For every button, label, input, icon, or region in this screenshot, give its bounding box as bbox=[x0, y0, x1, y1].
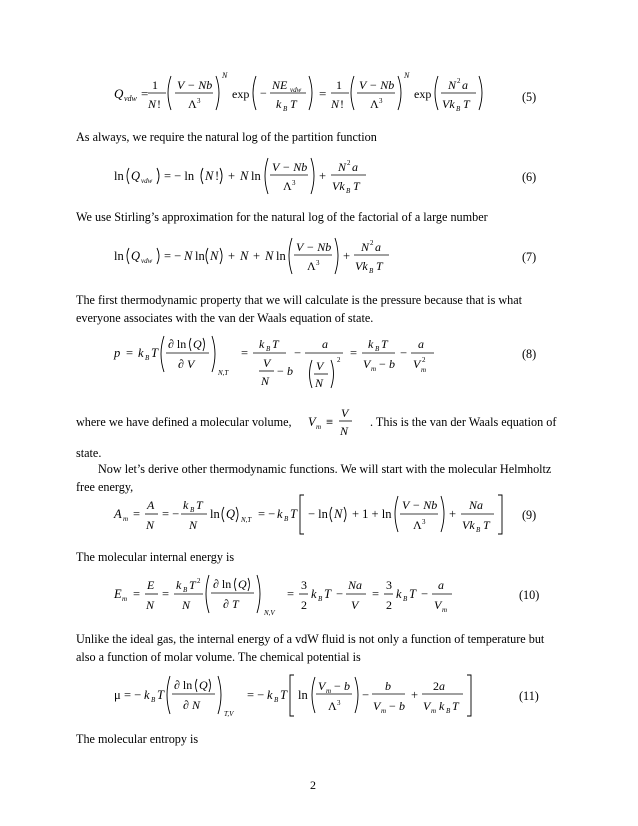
svg-text:!: ! bbox=[340, 97, 344, 111]
equation-6 bbox=[0, 150, 638, 198]
svg-text:B: B bbox=[283, 105, 288, 113]
svg-text:=: = bbox=[133, 507, 141, 521]
svg-text:Λ: Λ bbox=[370, 97, 379, 111]
svg-text:N: N bbox=[182, 598, 191, 612]
svg-text:N: N bbox=[240, 249, 249, 263]
svg-text:= − ln: = − ln bbox=[164, 169, 195, 183]
svg-text:Vk: Vk bbox=[332, 179, 345, 193]
svg-text:A: A bbox=[114, 507, 122, 521]
paragraph: Unlike the ideal gas, the internal energy of a vdW fluid is not only a function of temperature but also a function of molar volume. The chemical potential is bbox=[76, 632, 545, 664]
svg-text:ln: ln bbox=[210, 507, 220, 521]
svg-text:exp: exp bbox=[232, 87, 250, 101]
svg-text:Λ: Λ bbox=[413, 518, 422, 532]
svg-text:V: V bbox=[413, 357, 421, 371]
svg-text:N: N bbox=[189, 518, 198, 532]
svg-text:p: p bbox=[114, 346, 121, 360]
equation-8-math bbox=[0, 330, 638, 394]
svg-text:= −: = − bbox=[164, 249, 182, 263]
svg-text:m: m bbox=[371, 365, 377, 373]
svg-text:=: = bbox=[141, 86, 149, 101]
svg-text:= −: = − bbox=[258, 507, 276, 521]
svg-text:B: B bbox=[476, 526, 481, 534]
svg-text:a: a bbox=[418, 337, 424, 351]
svg-text:B: B bbox=[183, 586, 188, 594]
svg-text:b: b bbox=[399, 699, 405, 713]
svg-text:V: V bbox=[318, 679, 326, 693]
svg-text:V − Nb: V − Nb bbox=[296, 240, 332, 254]
svg-text:+: + bbox=[228, 249, 236, 263]
svg-text:Na: Na bbox=[469, 498, 484, 512]
svg-text:T: T bbox=[452, 699, 459, 713]
equation-11-math bbox=[0, 670, 638, 720]
svg-text:=: = bbox=[319, 86, 327, 101]
svg-text:m: m bbox=[421, 366, 427, 374]
svg-text:B: B bbox=[284, 515, 289, 523]
equation-10 bbox=[0, 570, 638, 618]
inline-math-molar-volume bbox=[306, 406, 366, 440]
svg-text:B: B bbox=[318, 595, 323, 603]
equation-5 bbox=[0, 58, 638, 118]
svg-text:T: T bbox=[483, 518, 490, 532]
svg-text:!: ! bbox=[157, 97, 161, 111]
svg-text:k: k bbox=[259, 337, 265, 351]
svg-text:b: b bbox=[344, 679, 350, 693]
svg-text:k: k bbox=[311, 587, 317, 601]
svg-text:V: V bbox=[341, 406, 349, 420]
paragraph: As always, we require the natural log of the partition function bbox=[76, 130, 377, 144]
svg-text:Vk: Vk bbox=[442, 97, 455, 111]
svg-text:2: 2 bbox=[370, 239, 374, 247]
svg-text:3: 3 bbox=[379, 97, 383, 105]
svg-text:= −: = − bbox=[247, 688, 265, 702]
svg-text:ln: ln bbox=[298, 688, 308, 702]
svg-text:Vk: Vk bbox=[462, 518, 475, 532]
svg-text:−: − bbox=[379, 357, 386, 371]
svg-text:ln: ln bbox=[114, 249, 124, 263]
svg-text:T: T bbox=[409, 587, 416, 601]
svg-text:m: m bbox=[122, 595, 128, 603]
svg-text:Q: Q bbox=[226, 507, 236, 521]
paragraph-text: . This is the van der Waals equation of bbox=[370, 415, 557, 429]
svg-text:k: k bbox=[176, 578, 182, 592]
svg-text:N: N bbox=[210, 249, 219, 263]
svg-text:∂: ∂ bbox=[223, 597, 229, 611]
paragraph: state. bbox=[76, 446, 102, 460]
svg-text:k: k bbox=[276, 97, 282, 111]
svg-text:Q: Q bbox=[193, 337, 202, 351]
svg-text:ln: ln bbox=[276, 249, 286, 263]
svg-text:k: k bbox=[183, 498, 189, 512]
svg-text:−: − bbox=[362, 688, 370, 702]
paragraph-with-inline-math bbox=[76, 406, 566, 438]
svg-text:+: + bbox=[411, 688, 419, 702]
equation-8 bbox=[0, 330, 638, 394]
svg-text:k: k bbox=[439, 699, 445, 713]
svg-text:V: V bbox=[316, 359, 324, 373]
svg-text:ln: ln bbox=[251, 169, 261, 183]
svg-text:N: N bbox=[192, 698, 201, 712]
svg-text:E: E bbox=[114, 587, 122, 601]
svg-text:T: T bbox=[381, 337, 388, 351]
svg-text:2: 2 bbox=[433, 679, 439, 693]
svg-text:T: T bbox=[157, 688, 164, 702]
svg-text:V − Nb: V − Nb bbox=[177, 78, 213, 92]
svg-text:2: 2 bbox=[197, 577, 201, 585]
svg-text:m: m bbox=[442, 606, 448, 614]
equation-number: (7) bbox=[522, 250, 537, 264]
svg-text:vdw: vdw bbox=[124, 94, 137, 103]
svg-text:−: − bbox=[336, 587, 344, 601]
svg-text:B: B bbox=[145, 354, 150, 362]
svg-text:b: b bbox=[389, 357, 395, 371]
svg-text:∂: ∂ bbox=[183, 698, 189, 712]
svg-text:k: k bbox=[144, 688, 150, 702]
svg-text:2: 2 bbox=[301, 598, 307, 612]
svg-text:−: − bbox=[294, 346, 302, 360]
paragraph: We use Stirling’s approximation for the natural log of the factorial of a large number bbox=[76, 210, 488, 224]
svg-text:−: − bbox=[400, 346, 408, 360]
svg-text:1: 1 bbox=[336, 78, 342, 92]
svg-text:Q: Q bbox=[238, 577, 247, 591]
svg-text:N: N bbox=[261, 374, 270, 388]
svg-text:−: − bbox=[334, 679, 341, 693]
svg-text:a: a bbox=[438, 578, 444, 592]
svg-text:!: ! bbox=[215, 169, 220, 183]
svg-text:N: N bbox=[146, 518, 155, 532]
svg-text:a: a bbox=[439, 679, 445, 693]
svg-text:B: B bbox=[369, 267, 374, 275]
svg-text:B: B bbox=[456, 105, 461, 113]
equation-6-math bbox=[0, 150, 638, 198]
svg-text:V: V bbox=[351, 598, 359, 612]
svg-text:=: = bbox=[241, 346, 249, 360]
svg-text:∂ ln: ∂ ln bbox=[213, 577, 232, 591]
svg-text:Q: Q bbox=[199, 678, 208, 692]
svg-text:T: T bbox=[196, 498, 203, 512]
svg-text:B: B bbox=[190, 506, 195, 514]
svg-text:2: 2 bbox=[457, 77, 461, 85]
svg-text:ln: ln bbox=[114, 169, 124, 183]
svg-text:V − Nb: V − Nb bbox=[402, 498, 438, 512]
svg-text:N,T: N,T bbox=[218, 369, 229, 377]
svg-text:k: k bbox=[138, 346, 144, 360]
svg-text:k: k bbox=[277, 507, 283, 521]
equation-9 bbox=[0, 490, 638, 536]
svg-text:V: V bbox=[363, 357, 371, 371]
svg-text:N: N bbox=[334, 507, 343, 521]
svg-text:2: 2 bbox=[337, 356, 341, 364]
svg-text:= −: = − bbox=[162, 507, 180, 521]
svg-text:vdw: vdw bbox=[290, 86, 302, 94]
svg-text:T: T bbox=[324, 587, 331, 601]
svg-text:N: N bbox=[240, 169, 249, 183]
equation-number: (11) bbox=[519, 689, 539, 703]
svg-text:m: m bbox=[316, 423, 322, 431]
svg-text:=: = bbox=[162, 587, 170, 601]
svg-text:V: V bbox=[187, 357, 195, 371]
svg-text:N: N bbox=[331, 97, 340, 111]
svg-text:a: a bbox=[375, 240, 381, 254]
svg-text:T: T bbox=[280, 688, 287, 702]
equation-9-math bbox=[0, 490, 638, 536]
svg-text:N,T: N,T bbox=[241, 516, 252, 524]
svg-text:B: B bbox=[151, 696, 156, 704]
svg-text:b: b bbox=[385, 679, 391, 693]
svg-text:N: N bbox=[340, 424, 349, 438]
svg-text:3: 3 bbox=[386, 578, 392, 592]
svg-text:N: N bbox=[184, 249, 193, 263]
paragraph: The first thermodynamic property that we will calculate is the pressure because that is what everyone associates with the van der Waals equation of state. bbox=[76, 293, 523, 325]
svg-text:+: + bbox=[228, 169, 236, 183]
svg-text:T: T bbox=[353, 179, 360, 193]
svg-text:k: k bbox=[267, 688, 273, 702]
svg-text:T: T bbox=[290, 507, 297, 521]
svg-text:B: B bbox=[274, 696, 279, 704]
equation-11 bbox=[0, 670, 638, 720]
equation-number: (8) bbox=[522, 347, 537, 361]
svg-text:V: V bbox=[263, 356, 271, 370]
svg-text:V: V bbox=[434, 598, 442, 612]
equation-5-math bbox=[0, 58, 638, 118]
svg-text:V − Nb: V − Nb bbox=[272, 160, 308, 174]
paragraph: Now let’s derive other thermodynamic functions. We will start with the molecular Helmholtz free energy, bbox=[76, 462, 552, 494]
paragraph-text: where we have defined a molecular volume, bbox=[76, 415, 292, 429]
svg-text:N,V: N,V bbox=[264, 609, 275, 617]
svg-text:N: N bbox=[148, 97, 157, 111]
svg-text:T: T bbox=[232, 597, 239, 611]
svg-text:Q: Q bbox=[131, 169, 141, 183]
svg-text:Na: Na bbox=[348, 578, 363, 592]
svg-text:T: T bbox=[189, 578, 196, 592]
svg-text:3: 3 bbox=[197, 97, 201, 105]
equation-10-math bbox=[0, 570, 638, 618]
svg-text:N: N bbox=[448, 78, 457, 92]
page-number: 2 bbox=[310, 778, 316, 792]
svg-text:2: 2 bbox=[347, 159, 351, 167]
svg-text:T: T bbox=[376, 259, 383, 273]
svg-text:3: 3 bbox=[316, 259, 320, 267]
svg-text:N: N bbox=[361, 240, 370, 254]
svg-text:m: m bbox=[123, 515, 129, 523]
svg-text:vdw: vdw bbox=[141, 177, 153, 185]
svg-text:∂ ln: ∂ ln bbox=[168, 337, 187, 351]
svg-text:m: m bbox=[381, 707, 387, 715]
svg-text:3: 3 bbox=[422, 518, 426, 526]
svg-text:=: = bbox=[350, 346, 358, 360]
svg-text:a: a bbox=[352, 160, 358, 174]
svg-text:B: B bbox=[346, 187, 351, 195]
svg-text:m: m bbox=[326, 687, 332, 695]
svg-text:2: 2 bbox=[386, 598, 392, 612]
svg-text:T: T bbox=[290, 97, 297, 111]
svg-text:B: B bbox=[266, 345, 271, 353]
svg-text:−: − bbox=[277, 364, 284, 378]
svg-text:N: N bbox=[205, 169, 214, 183]
svg-text:Vk: Vk bbox=[355, 259, 368, 273]
svg-text:−: − bbox=[389, 699, 396, 713]
svg-text:k: k bbox=[368, 337, 374, 351]
svg-text:−: − bbox=[421, 587, 429, 601]
svg-text:+: + bbox=[319, 169, 327, 183]
equation-number: (10) bbox=[519, 588, 540, 602]
svg-text:V: V bbox=[308, 415, 316, 429]
svg-text:exp: exp bbox=[414, 87, 432, 101]
svg-text:m: m bbox=[431, 707, 437, 715]
svg-text:V − Nb: V − Nb bbox=[359, 78, 395, 92]
equation-number: (6) bbox=[522, 170, 537, 184]
svg-text:+ 1 + ln: + 1 + ln bbox=[352, 507, 392, 521]
svg-text:N: N bbox=[222, 71, 228, 80]
svg-text:k: k bbox=[396, 587, 402, 601]
svg-text:N: N bbox=[146, 598, 155, 612]
svg-text:N: N bbox=[404, 71, 410, 80]
svg-text:Λ: Λ bbox=[328, 699, 337, 713]
svg-text:+: + bbox=[343, 249, 351, 263]
svg-text:=: = bbox=[372, 587, 380, 601]
svg-text:a: a bbox=[322, 337, 328, 351]
svg-text:V: V bbox=[373, 699, 381, 713]
svg-text:E: E bbox=[147, 578, 155, 592]
paragraph: The molecular internal energy is bbox=[76, 550, 235, 564]
svg-text:=: = bbox=[126, 346, 134, 360]
svg-text:ln: ln bbox=[195, 249, 205, 263]
svg-text:μ: μ bbox=[114, 688, 121, 702]
svg-text:B: B bbox=[403, 595, 408, 603]
svg-text:V: V bbox=[423, 699, 431, 713]
equation-7-math bbox=[0, 230, 638, 278]
equation-number: (9) bbox=[522, 508, 537, 522]
svg-text:N: N bbox=[338, 160, 347, 174]
svg-text:N: N bbox=[315, 376, 324, 390]
svg-text:Q: Q bbox=[131, 249, 141, 263]
svg-text:Q: Q bbox=[114, 86, 124, 101]
svg-text:N: N bbox=[265, 249, 274, 263]
svg-text:=: = bbox=[287, 587, 295, 601]
svg-text:3: 3 bbox=[301, 578, 307, 592]
svg-text:∂ ln: ∂ ln bbox=[174, 678, 193, 692]
svg-text:− ln: − ln bbox=[308, 507, 328, 521]
svg-text:vdw: vdw bbox=[141, 257, 153, 265]
svg-text:=: = bbox=[133, 587, 141, 601]
svg-text:+: + bbox=[449, 507, 457, 521]
svg-text:b: b bbox=[287, 364, 293, 378]
svg-text:Λ: Λ bbox=[307, 259, 316, 273]
svg-text:= −: = − bbox=[124, 688, 142, 702]
svg-text:Λ: Λ bbox=[188, 97, 197, 111]
svg-text:T: T bbox=[272, 337, 279, 351]
svg-text:3: 3 bbox=[337, 699, 341, 707]
svg-text:T,V: T,V bbox=[224, 710, 234, 718]
paragraph: The molecular entropy is bbox=[76, 732, 199, 746]
svg-text:Λ: Λ bbox=[283, 179, 292, 193]
svg-text:A: A bbox=[147, 498, 155, 512]
svg-text:3: 3 bbox=[292, 179, 296, 187]
equation-number: (5) bbox=[522, 90, 537, 104]
svg-text:∂: ∂ bbox=[178, 357, 184, 371]
svg-text:≡: ≡ bbox=[326, 415, 334, 429]
svg-text:2: 2 bbox=[422, 356, 426, 364]
svg-text:−: − bbox=[260, 86, 267, 100]
svg-text:+: + bbox=[253, 249, 261, 263]
svg-text:T: T bbox=[151, 346, 158, 360]
svg-text:NE: NE bbox=[272, 78, 288, 92]
svg-text:1: 1 bbox=[152, 78, 158, 92]
svg-text:T: T bbox=[463, 97, 470, 111]
svg-text:B: B bbox=[446, 707, 451, 715]
svg-text:a: a bbox=[462, 78, 468, 92]
equation-7 bbox=[0, 230, 638, 278]
svg-text:B: B bbox=[375, 345, 380, 353]
